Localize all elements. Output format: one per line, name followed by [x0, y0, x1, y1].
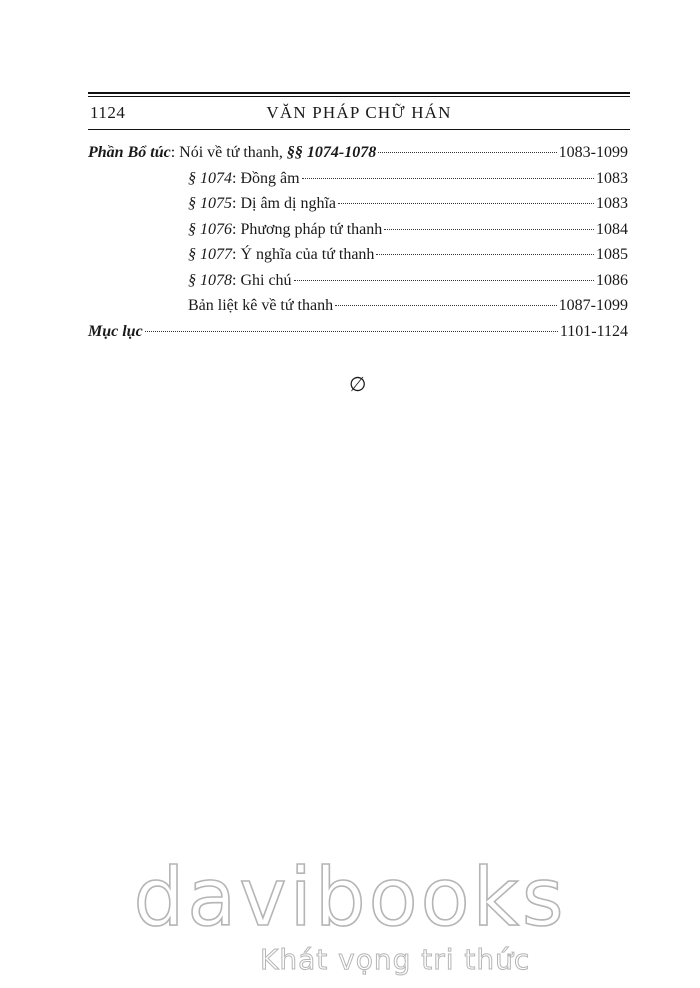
section-number: § 1074	[188, 169, 232, 187]
header-rule-bottom	[88, 129, 630, 130]
section-number: § 1077	[188, 246, 232, 263]
section-title: : Ghi chú	[232, 271, 292, 289]
end-mark: ∅	[349, 372, 367, 396]
table-of-contents	[88, 144, 628, 348]
part-label: Phần Bổ túc	[88, 144, 171, 161]
section-number: § 1076	[188, 220, 232, 238]
section-title: : Ý nghĩa của tứ thanh	[232, 246, 375, 263]
dot-leader	[302, 178, 594, 179]
header-rule-thin	[88, 96, 630, 97]
header-rule-thick	[88, 92, 630, 94]
dot-leader	[335, 305, 557, 306]
toc-entry	[88, 272, 628, 298]
section-pages: 1083	[596, 195, 628, 212]
section-pages: 1086	[596, 271, 628, 289]
toc-entry	[88, 246, 628, 272]
section-title: : Phương pháp tứ thanh	[232, 220, 383, 238]
section-number: § 1078	[188, 271, 232, 289]
section-pages: 1084	[596, 220, 628, 238]
toc-entry	[88, 221, 628, 247]
section-pages: 1083	[596, 169, 628, 187]
section-title: : Đồng âm	[232, 169, 300, 187]
dot-leader	[294, 280, 594, 281]
index-label: Mục lục	[88, 322, 143, 340]
dot-leader	[378, 152, 556, 153]
header-row	[88, 101, 630, 129]
toc-table-entry	[88, 297, 628, 323]
section-number: § 1075	[188, 195, 232, 212]
toc-entry	[88, 170, 628, 196]
index-pages: 1101-1124	[559, 322, 628, 340]
section-title: : Dị âm dị nghĩa	[232, 195, 336, 212]
part-title: Nói về tứ thanh,	[179, 144, 287, 161]
dot-leader	[376, 254, 594, 255]
table-entry-title: Bản liệt kê về tứ thanh	[188, 297, 334, 314]
dot-leader	[338, 203, 594, 204]
part-pages: 1083-1099	[558, 144, 628, 161]
watermark-brand: davibooks	[133, 851, 567, 944]
toc-entry	[88, 195, 628, 221]
watermark-tagline: Khát vọng tri thức	[260, 943, 531, 976]
section-pages: 1085	[596, 246, 628, 263]
toc-index-entry	[88, 323, 628, 349]
page-header	[88, 92, 630, 130]
part-sections: §§ 1074-1078	[286, 144, 377, 161]
table-entry-pages: 1087-1099	[558, 297, 628, 314]
part-separator: :	[170, 144, 180, 161]
dot-leader	[145, 331, 558, 332]
page-number: 1124	[90, 103, 126, 122]
running-title: VĂN PHÁP CHỮ HÁN	[266, 103, 452, 122]
dot-leader	[384, 229, 594, 230]
toc-part-entry	[88, 144, 628, 170]
